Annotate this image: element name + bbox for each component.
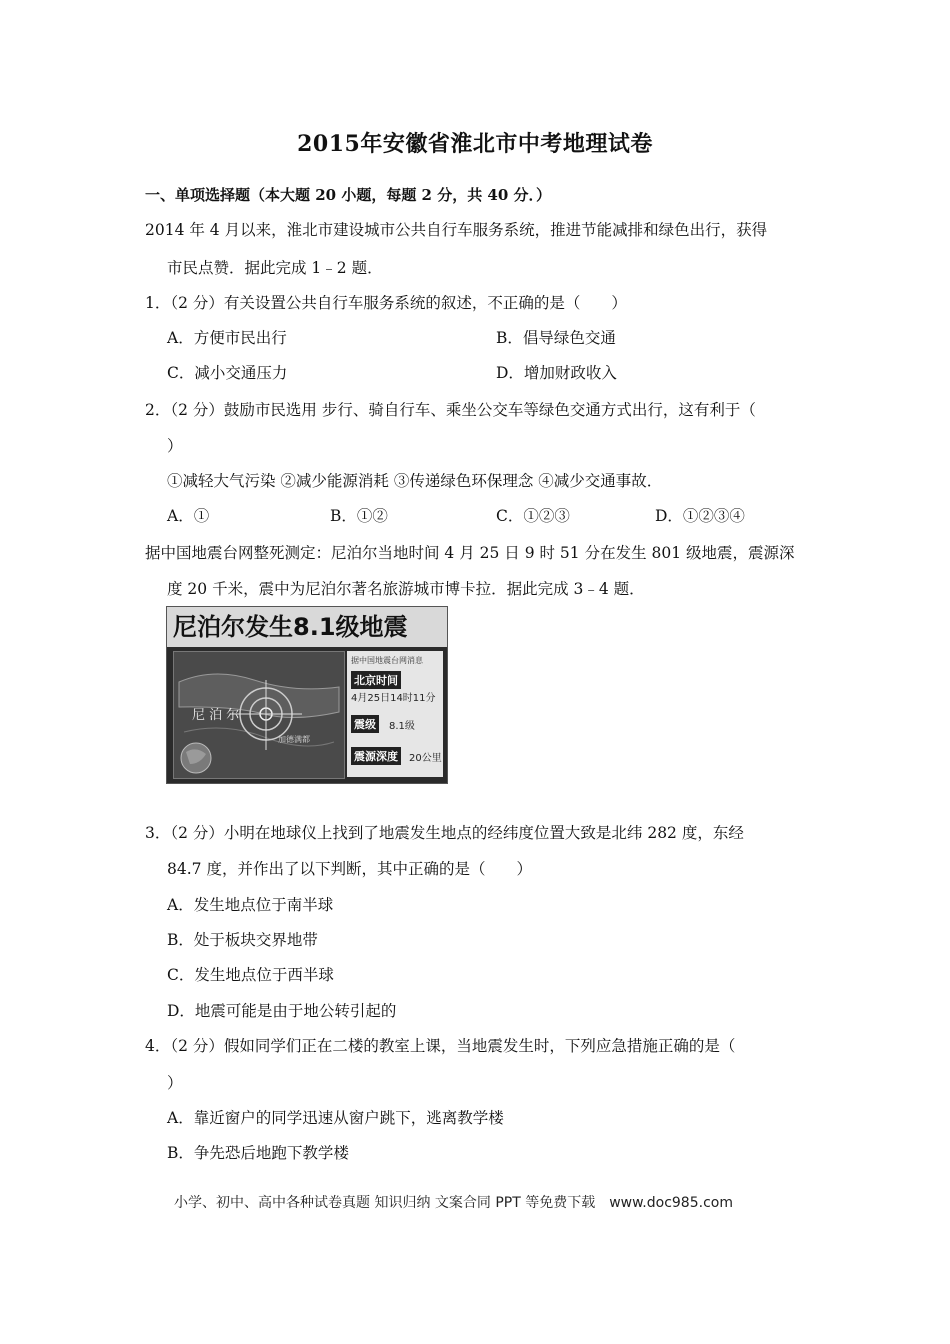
figure-headline: 尼泊尔发生8.1级地震 bbox=[167, 607, 447, 647]
map-city-label: 加德满都 bbox=[278, 735, 310, 744]
figure-source: 据中国地震台网消息 bbox=[351, 656, 423, 665]
magnitude-value: 8.1级 bbox=[389, 721, 415, 732]
passage-2-line-2: 度 20 千米，震中为尼泊尔著名旅游城市博卡拉．据此完成 3﹣4 题． bbox=[167, 580, 645, 598]
quake-info-panel bbox=[347, 651, 443, 777]
question-4-stem-line-1: 4．（2 分）假如同学们正在二楼的教室上课，当地震发生时，下列应急措施正确的是（ bbox=[145, 1037, 736, 1055]
question-1-option-d: D．增加财政收入 bbox=[496, 364, 617, 382]
time-label: 北京时间 bbox=[351, 671, 401, 689]
depth-label: 震源深度 bbox=[351, 747, 401, 765]
question-2-option-c: C．①②③ bbox=[496, 507, 570, 525]
question-3-stem-line-2: 84.7 度，并作出了以下判断，其中正确的是（ ） bbox=[167, 860, 532, 878]
question-1-option-a: A．方便市民出行 bbox=[167, 329, 287, 347]
question-2-option-d: D．①②③④ bbox=[655, 507, 745, 525]
question-4-option-a: A．靠近窗户的同学迅速从窗户跳下，逃离教学楼 bbox=[167, 1109, 504, 1127]
question-3-option-b: B．处于板块交界地带 bbox=[167, 931, 318, 949]
page-title: 2015年安徽省淮北市中考地理试卷 bbox=[297, 131, 653, 157]
page-footer: 小学、初中、高中各种试卷真题 知识归纳 文案合同 PPT 等免费下载 www.doc985.com bbox=[174, 1195, 733, 1211]
question-3-option-d: D．地震可能是由于地公转引起的 bbox=[167, 1002, 397, 1020]
question-1-option-b: B．倡导绿色交通 bbox=[496, 329, 616, 347]
question-3-option-c: C．发生地点位于西半球 bbox=[167, 966, 334, 984]
earthquake-news-image bbox=[166, 606, 448, 784]
passage-2-line-1: 据中国地震台网整死测定：尼泊尔当地时间 4 月 25 日 9 时 51 分在发生 801 级地震，震源深 bbox=[145, 544, 795, 562]
passage-1-line-1: 2014 年 4 月以来，淮北市建设城市公共自行车服务系统，推进节能减排和绿色出行，获得 bbox=[145, 221, 768, 239]
question-4-option-b: B．争先恐后地跑下教学楼 bbox=[167, 1144, 349, 1162]
question-2-statements: ①减轻大气污染 ②减少能源消耗 ③传递绿色环保理念 ④减少交通事故． bbox=[167, 472, 663, 490]
question-1-stem: 1．（2 分）有关设置公共自行车服务系统的叙述，不正确的是（ ） bbox=[145, 294, 627, 312]
time-value: 4月25日14时11分 bbox=[351, 693, 436, 704]
question-3-stem-line-1: 3．（2 分）小明在地球仪上找到了地震发生地点的经纬度位置大致是北纬 282 度，东经 bbox=[145, 824, 744, 842]
question-4-stem-line-2: ） bbox=[167, 1074, 183, 1092]
question-2-option-b: B．①② bbox=[330, 507, 388, 525]
section-heading: 一、单项选择题（本大题 20 小题，每题 2 分，共 40 分．） bbox=[145, 186, 552, 204]
question-2-option-a: A．① bbox=[167, 507, 210, 525]
map-country-label: 尼 泊 尔 bbox=[192, 708, 240, 723]
depth-value: 20公里 bbox=[409, 753, 442, 764]
question-3-option-a: A．发生地点位于南半球 bbox=[167, 896, 334, 914]
question-1-option-c: C．减小交通压力 bbox=[167, 364, 288, 382]
nepal-map bbox=[173, 651, 345, 779]
passage-1-line-2: 市民点赞．据此完成 1﹣2 题． bbox=[167, 259, 383, 277]
question-2-stem-line-1: 2．（2 分）鼓励市民选用 步行、骑自行车、乘坐公交车等绿色交通方式出行，这有利于（ bbox=[145, 401, 756, 419]
magnitude-label: 震级 bbox=[351, 715, 379, 733]
question-2-stem-line-2: ） bbox=[167, 437, 183, 455]
